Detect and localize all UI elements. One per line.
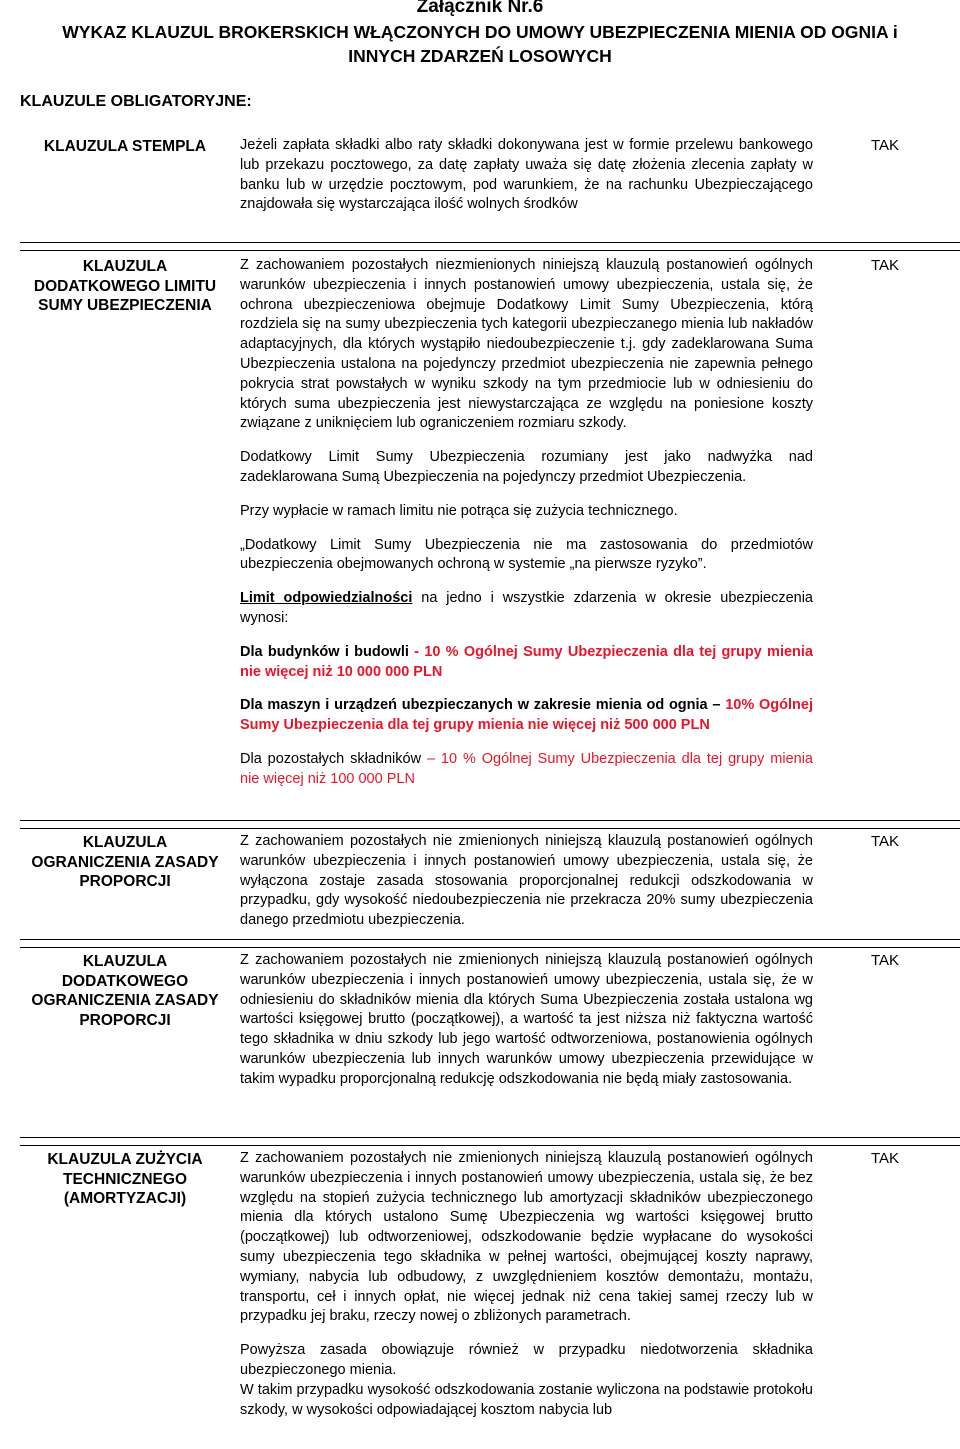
clause-answer-stempel: TAK [870,137,900,154]
annex-number: Załącznik Nr.6 [416,0,544,17]
clause-answer-amortyzacja: TAK [870,1150,900,1167]
clause-label-limit: KLAUZULA DODATKOWEGO LIMITU SUMY UBEZPIECZENIA [33,258,217,314]
row-divider [20,828,960,829]
document-title-line-2: INNYCH ZDARZEŃ LOSOWYCH [348,46,612,66]
section-heading-obligatory: KLAUZULE OBLIGATORYJNE: [20,93,252,110]
clause-text-dodatkowa-proporcja: Z zachowaniem pozostałych nie zmienionych niniejszą klauzulą postanowień ogólnych warunków ubezpieczenia i innych postanowień umowy ubezpieczenia, ustala się, że w odniesieniu do składników mienia dla których Suma Ubezpieczenia została ustalona wg wartości księgowej brutto (początkowej), a wartość ta jest niższa niż faktyczna wartość tego składnika w dniu szkody lub jego wartość odtworzeniowa, postanowienia ogólnych warunków ubezpieczenia lub innych warunków umowy ubezpieczenia przewidujące w takim wypadku proporcjonalną redukcję odszkodowania nie będą miały zastosowania. [240,952,813,1087]
row-divider [20,1145,960,1146]
row-divider [20,250,960,251]
clause-text-amortyzacja: Z zachowaniem pozostałych nie zmienionych niniejszą klauzulą postanowień ogólnych warunków ubezpieczenia i innych postanowień umowy ubezpieczenia, ustala się, że bez względu na stopień zużycia technicznego lub amortyzacji składników ubezpieczonego mienia dla których ustalono Sumę Ubezpieczenia wg wartości księgowej brutto (początkowej) lub odtworzeniowej, odszkodowanie będzie wypłacane do wysokości sumy ubezpieczenia tego składnika w pełnej wartości, obejmującej koszty naprawy, wymiany, nabycia lub odbudowy, z uwzględnieniem kosztów demontażu, montażu, transportu, ceł i innych opłat, nie więcej jednak niż cena takiej samej rzeczy lub w przypadku jej braku, rzeczy nowej o zbliżonych parametrach. Powyższa zasada obowiązuje również w przypadku niedotworzenia składnika ubezpieczonego mienia. W takim przypadku wysokość odszkodowania zostanie wyliczona na podstawie protokołu szkody, w wysokości odpowiadającej kosztom nabycia lub [240,1150,813,1418]
row-divider [20,242,960,243]
row-divider [20,1137,960,1138]
clause-text-limit: Z zachowaniem pozostałych niezmienionych niniejszą klauzulą postanowień ogólnych warunków ubezpieczenia i innych postanowień umowy ubezpieczenia, ustala się, że ochrona ubezpieczeniowa obejmuje Dodatkowy Limit Sumy Ubezpieczenia, którą rozdziela się na sumy ubezpieczenia tych kategorii ubezpieczanego mienia lub nakładów adaptacyjnych, dla których wystąpiło niedoubezpieczenie t.j. gdy zadeklarowana Suma Ubezpieczenia ustalona na pojedynczy przedmiot ubezpieczenia nie zapewnia pełnego pokrycia strat powstałych w wyniku szkody na tym przedmiocie lub w odniesieniu do których suma ubezpieczenia jest niewystarczająca ze względu na poniesione koszty związane z uniknięciem lub ograniczeniem rozmiaru szkody. Dodatkowy Limit Sumy Ubezpieczenia rozumiany jest jako nadwyżka nad zadeklarowana Sumą Ubezpieczenia na pojedynczy przedmiot Ubezpieczenia. Przy wypłacie w ramach limitu nie potrąca się zużycia technicznego. „Dodatkowy Limit Sumy Ubezpieczenia nie ma zastosowania do przedmiotów ubezpieczenia obejmowanych ochroną w systemie „na pierwsze ryzyko”. Limit odpowiedzialności na jedno i wszystkie zdarzenia w okresie ubezpieczenia wynosi: Dla budynków i budowli - 10 % Ogólnej Sumy Ubezpieczenia dla tej grupy mienia nie więcej niż 10 000 000 PLN Dla maszyn i urządzeń ubezpieczanych w zakresie mienia od ognia – 10% Ogólnej Sumy Ubezpieczenia dla tej grupy mienia nie więcej niż 500 000 PLN Dla pozostałych składników – 10 % Ogólnej Sumy Ubezpieczenia dla tej grupy mienia nie więcej niż 100 000 PLN [240,257,813,787]
row-divider [20,939,960,940]
row-divider [20,947,960,948]
clause-answer-proporcja: TAK [870,833,900,850]
row-divider [20,820,960,821]
clause-answer-limit: TAK [870,257,900,274]
clause-answer-dodatkowa-proporcja: TAK [870,952,900,969]
clause-label-proporcja: KLAUZULA OGRANICZENIA ZASADY PROPORCJI [31,834,219,890]
clause-text-proporcja: Z zachowaniem pozostałych nie zmienionych niniejszą klauzulą postanowień ogólnych warunków ubezpieczenia i innych postanowień umowy ubezpieczenia, ustala się, że wyłączona zostaje zasada stosowania proporcjonalnej redukcji odszkodowania w przypadku, gdy wysokość niedoubezpieczenia nie przekracza 20% sumy ubezpieczenia danego przedmiotu ubezpieczenia. [240,833,813,929]
document-title-line-1: WYKAZ KLAUZUL BROKERSKICH WŁĄCZONYCH DO UMOWY UBEZPIECZENIA MIENIA OD OGNIA i [62,22,898,42]
clause-label-stempel: KLAUZULA STEMPLA [43,138,207,155]
clause-text-stempel: Jeżeli zapłata składki albo raty składki dokonywana jest w formie przelewu bankowego lub przekazu pocztowego, za datę zapłaty uważa się datę złożenia zlecenia zapłaty w banku lub w urzędzie pocztowym, pod warunkiem, że na rachunku Ubezpieczającego znajdowała się wystarczająca ilość wolnych środków [240,137,813,213]
clause-label-amortyzacja: KLAUZULA ZUŻYCIA TECHNICZNEGO (AMORTYZACJI) [47,1151,203,1207]
clause-label-dodatkowa-proporcja: KLAUZULA DODATKOWEGO OGRANICZENIA ZASADY PROPORCJI [31,953,219,1029]
liability-limit-heading: Limit odpowiedzialności [240,590,413,607]
